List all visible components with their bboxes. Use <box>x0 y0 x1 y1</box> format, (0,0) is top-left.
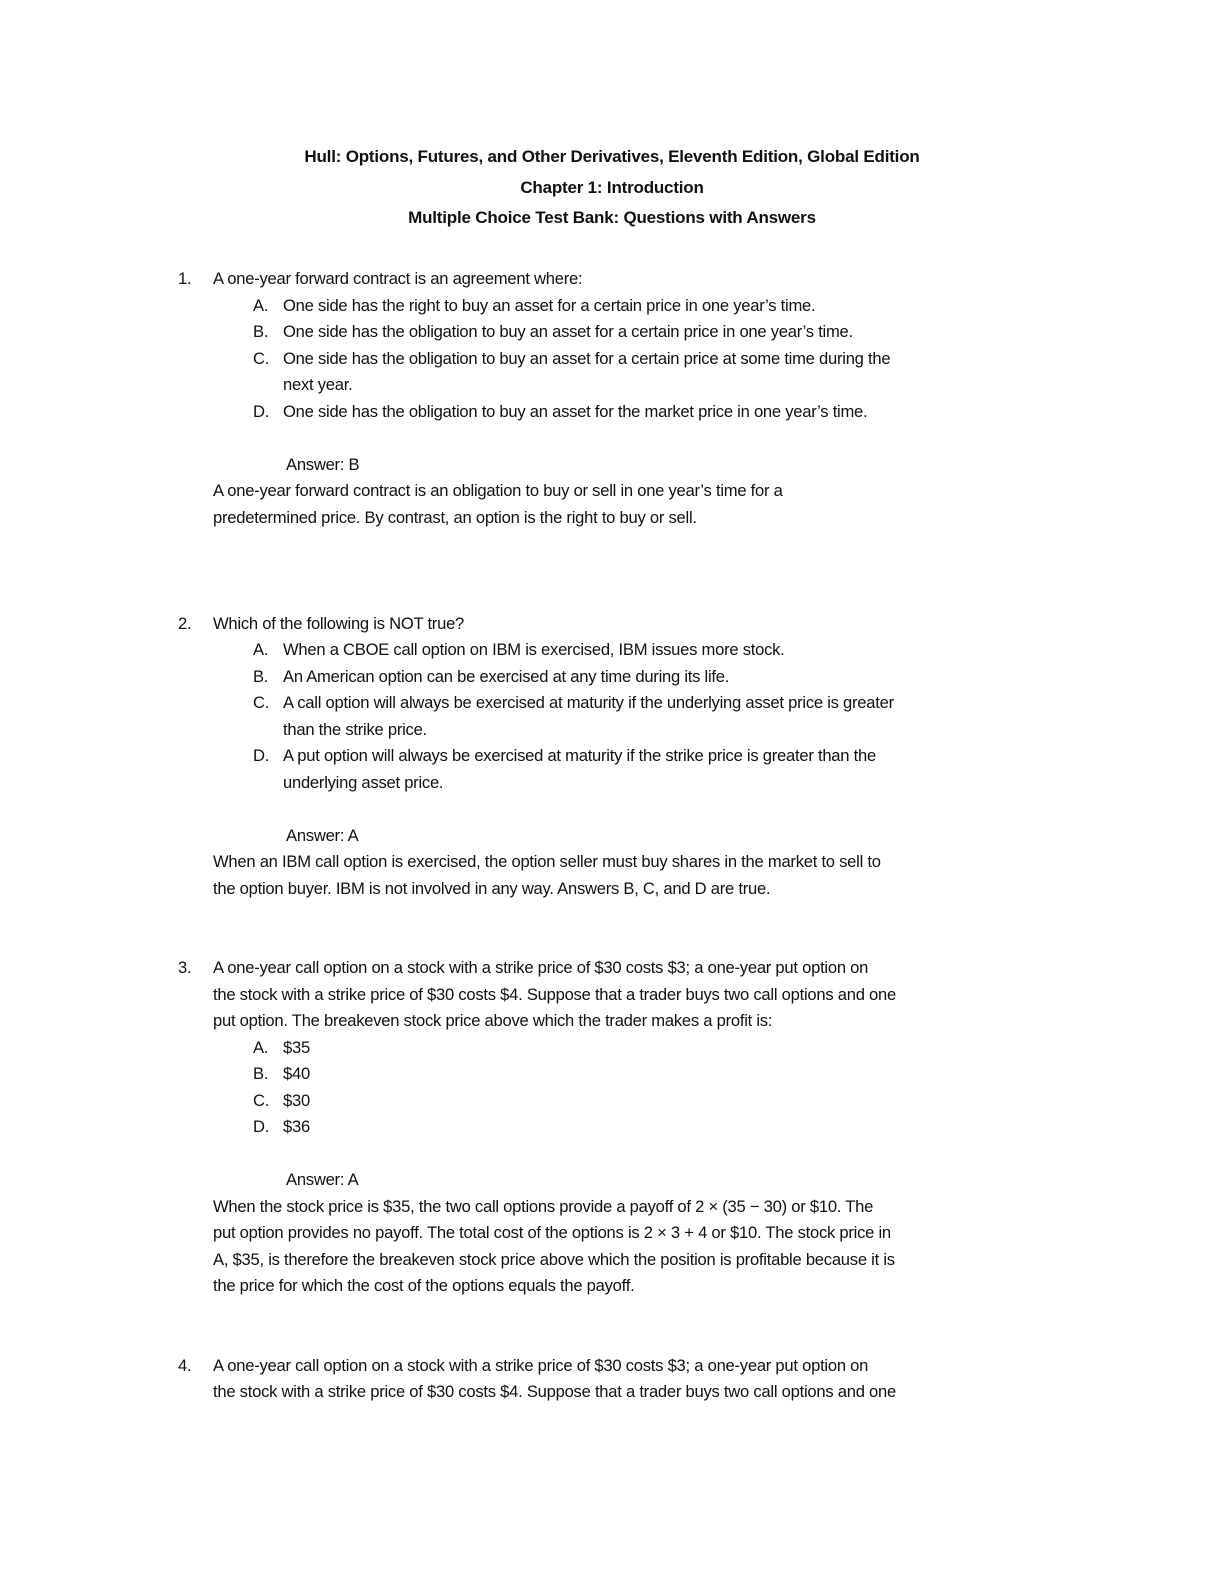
test-bank-subtitle: Multiple Choice Test Bank: Questions with Answers <box>408 208 816 227</box>
question-stem-line: put option. The breakeven stock price above which the trader makes a profit is: <box>213 1011 773 1030</box>
option-text: $40 <box>283 1064 310 1083</box>
question-number: 1. <box>178 269 192 288</box>
option-letter: B. <box>253 1064 269 1083</box>
question-block <box>0 611 1224 903</box>
answer-option <box>0 346 1224 399</box>
explanation-line: the option buyer. IBM is not involved in any way. Answers B, C, and D are true. <box>213 878 771 898</box>
explanation-line: put option provides no payoff. The total cost of the options is 2 × 3 + 4 or $10. The stock price in <box>213 1223 891 1242</box>
option-letter: A. <box>253 295 269 315</box>
option-text: next year. <box>283 375 353 394</box>
question-number: 4. <box>178 1355 192 1375</box>
question-stem-line: A one-year forward contract is an agreement where: <box>213 269 583 288</box>
option-text: One side has the obligation to buy an asset for a certain price in one year’s time. <box>283 322 853 341</box>
answer-option <box>0 1035 1224 1062</box>
book-title: Hull: Options, Futures, and Other Derivatives, Eleventh Edition, Global Edition <box>304 147 920 166</box>
explanation-line: predetermined price. By contrast, an option is the right to buy or sell. <box>213 507 697 527</box>
question-stem-line: the stock with a strike price of $30 costs $4. Suppose that a trader buys two call options and one <box>213 1382 896 1401</box>
explanation-line: the price for which the cost of the options equals the payoff. <box>213 1276 635 1295</box>
option-letter: D. <box>253 1117 270 1136</box>
answer-option <box>0 690 1224 743</box>
option-text: An American option can be exercised at any time during its life. <box>283 666 730 686</box>
answer-explanation <box>0 478 1224 531</box>
answer-label: Answer: B <box>286 454 360 474</box>
answer-option <box>0 1114 1224 1141</box>
answer-option <box>0 1061 1224 1088</box>
option-text: One side has the obligation to buy an asset for a certain price at some time during the <box>283 348 891 368</box>
question-block <box>0 266 1224 531</box>
option-text: underlying asset price. <box>283 772 444 792</box>
explanation-line: A one-year forward contract is an obligation to buy or sell in one year’s time for a <box>213 481 783 500</box>
document-header <box>0 142 1224 234</box>
question-list <box>0 266 1224 1459</box>
question-stem-line: A one-year call option on a stock with a strike price of $30 costs $3; a one-year put option on <box>213 1355 869 1375</box>
question-block <box>0 955 1224 1300</box>
question-stem-line: the stock with a strike price of $30 costs $4. Suppose that a trader buys two call options and one <box>213 984 896 1004</box>
question-stem-line: A one-year call option on a stock with a strike price of $30 costs $3; a one-year put option on <box>213 958 869 977</box>
explanation-line: When the stock price is $35, the two call options provide a payoff of 2 × (35 − 30) or $10. The <box>213 1196 874 1216</box>
option-letter: D. <box>253 746 270 765</box>
chapter-title: Chapter 1: Introduction <box>520 177 704 197</box>
option-letter: A. <box>253 1037 269 1057</box>
question-block <box>0 1353 1224 1406</box>
option-letter: B. <box>253 666 269 686</box>
answer-option <box>0 293 1224 320</box>
answer-option <box>0 1088 1224 1115</box>
explanation-line: A, $35, is therefore the breakeven stock price above which the position is profitable because it is <box>213 1249 895 1269</box>
answer-explanation <box>0 1194 1224 1300</box>
option-text: $30 <box>283 1090 310 1110</box>
option-text: One side has the obligation to buy an asset for the market price in one year’s time. <box>283 401 868 421</box>
answer-option <box>0 399 1224 426</box>
option-letter: B. <box>253 322 269 341</box>
question-number: 3. <box>178 958 192 977</box>
option-text: When a CBOE call option on IBM is exercised, IBM issues more stock. <box>283 640 785 659</box>
option-letter: D. <box>253 401 270 421</box>
answer-option <box>0 664 1224 691</box>
option-text: A call option will always be exercised at maturity if the underlying asset price is greater <box>283 693 894 712</box>
answer-label: Answer: A <box>286 1170 359 1189</box>
option-letter: C. <box>253 1090 270 1110</box>
option-letter: C. <box>253 693 270 712</box>
answer-option <box>0 637 1224 664</box>
answer-explanation <box>0 849 1224 902</box>
answer-label: Answer: A <box>286 825 359 845</box>
question-stem-line: Which of the following is NOT true? <box>213 613 465 633</box>
answer-option <box>0 319 1224 346</box>
option-letter: C. <box>253 348 270 368</box>
option-text: $36 <box>283 1117 310 1136</box>
question-number: 2. <box>178 613 192 633</box>
answer-option <box>0 743 1224 796</box>
option-text: $35 <box>283 1037 310 1057</box>
option-text: One side has the right to buy an asset for a certain price in one year’s time. <box>283 295 816 315</box>
option-text: A put option will always be exercised at maturity if the strike price is greater than the <box>283 746 876 765</box>
explanation-line: When an IBM call option is exercised, the option seller must buy shares in the market to sell to <box>213 852 881 871</box>
option-text: than the strike price. <box>283 719 427 739</box>
option-letter: A. <box>253 640 269 659</box>
